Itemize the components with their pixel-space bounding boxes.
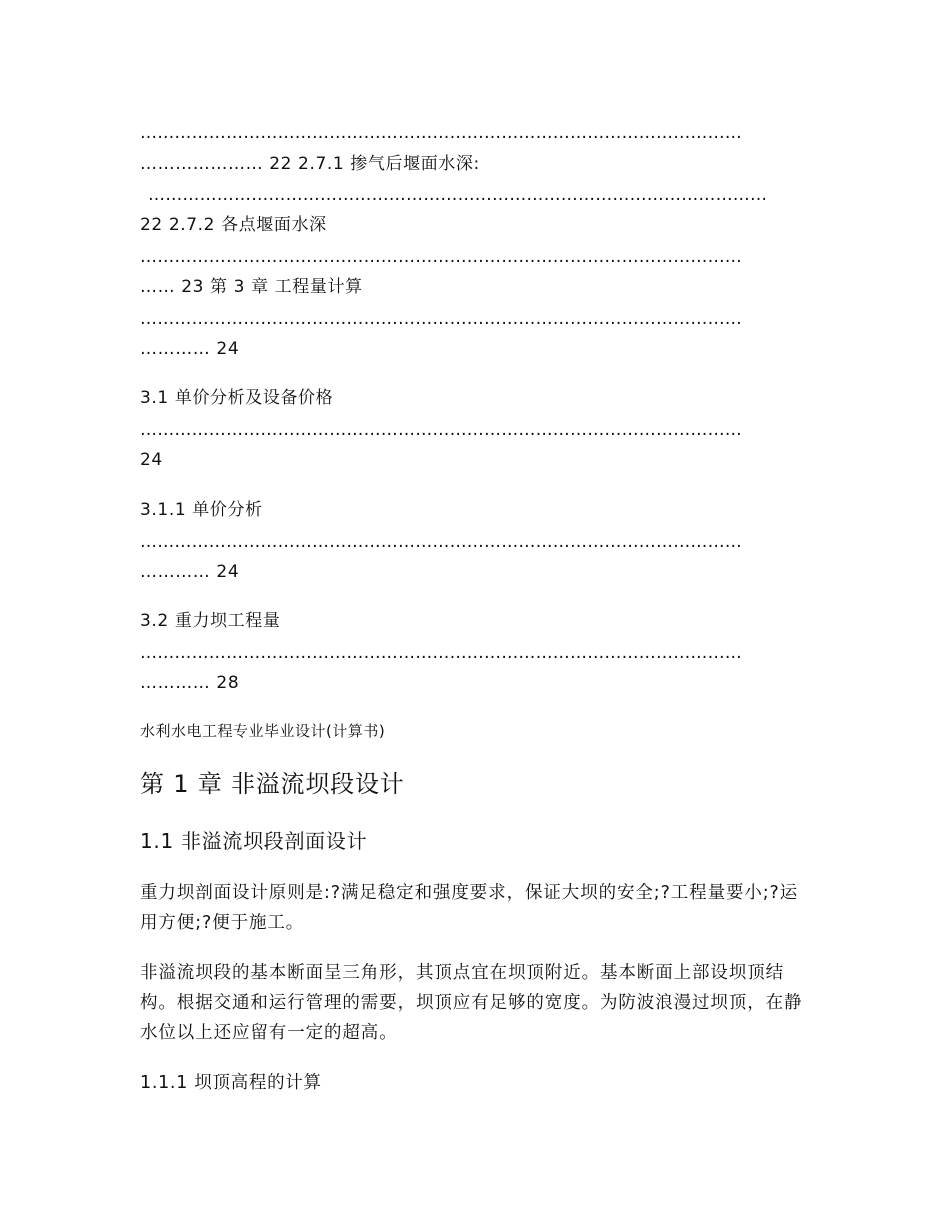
toc-entry-label: 23 第 3 章 工程量计算	[175, 277, 363, 297]
toc-entry-page-number	[140, 337, 239, 361]
body-paragraph-2: 非溢流坝段的基本断面呈三角形，其顶点宜在坝顶附近。基本断面上部设坝顶结构。根据交通和运行管理的需要，坝顶应有足够的宽度。为防波浪漫过坝顶，在静水位以上还应留有一定的超高。	[140, 963, 803, 1043]
toc-leader-dots: …………	[140, 673, 211, 693]
toc-leader-dots: ……………………………………………………………………………………………	[140, 247, 742, 267]
section-title: 1.1 非溢流坝段剖面设计	[140, 829, 368, 853]
toc-leader-dots: ……………………………………………………………………………………………	[140, 123, 742, 143]
toc-leader-dots: ……………………………………………………………………………………………	[140, 309, 742, 329]
toc-entry-page-number	[140, 560, 239, 584]
toc-page-number: 24	[210, 562, 240, 582]
toc-entry-3-1[interactable]: 3.1 单价分析及设备价格	[140, 388, 334, 408]
toc-page-number: 28	[210, 673, 240, 693]
subsection-title: 1.1.1 坝顶高程的计算	[140, 1073, 322, 1093]
toc-entry-2-7-1[interactable]	[140, 152, 480, 176]
toc-page-number: 24	[210, 339, 240, 359]
toc-entry-label: 22 2.7.1 掺气后堰面水深:	[263, 154, 480, 174]
toc-leader-dots: ……	[140, 277, 176, 297]
toc-entry-3-2[interactable]: 3.2 重力坝工程量	[140, 611, 281, 631]
toc-leader-dots: ………………………………………………………………………………………………	[148, 185, 768, 205]
toc-entry-chapter-3[interactable]	[140, 275, 363, 299]
toc-entry-page-number	[140, 671, 239, 695]
toc-page-number: 24	[140, 450, 163, 470]
toc-entry-2-7-2[interactable]: 22 2.7.2 各点堰面水深	[140, 215, 327, 235]
toc-leader-dots: ……………………………………………………………………………………………	[140, 532, 742, 552]
toc-leader-dots: …………	[140, 339, 211, 359]
running-header: 水利水电工程专业毕业设计(计算书)	[140, 722, 386, 740]
toc-leader-dots: ……………………………………………………………………………………………	[140, 420, 742, 440]
chapter-title: 第 1 章 非溢流坝段设计	[140, 770, 405, 798]
toc-leader-dots: …………………	[140, 154, 264, 174]
toc-leader-dots: …………	[140, 562, 211, 582]
toc-entry-3-1-1[interactable]: 3.1.1 单价分析	[140, 500, 263, 520]
toc-leader-dots: ……………………………………………………………………………………………	[140, 643, 742, 663]
body-paragraph-1: 重力坝剖面设计原则是:?满足稳定和强度要求，保证大坝的安全;?工程量要小;?运用方便;?便于施工。	[140, 883, 799, 933]
